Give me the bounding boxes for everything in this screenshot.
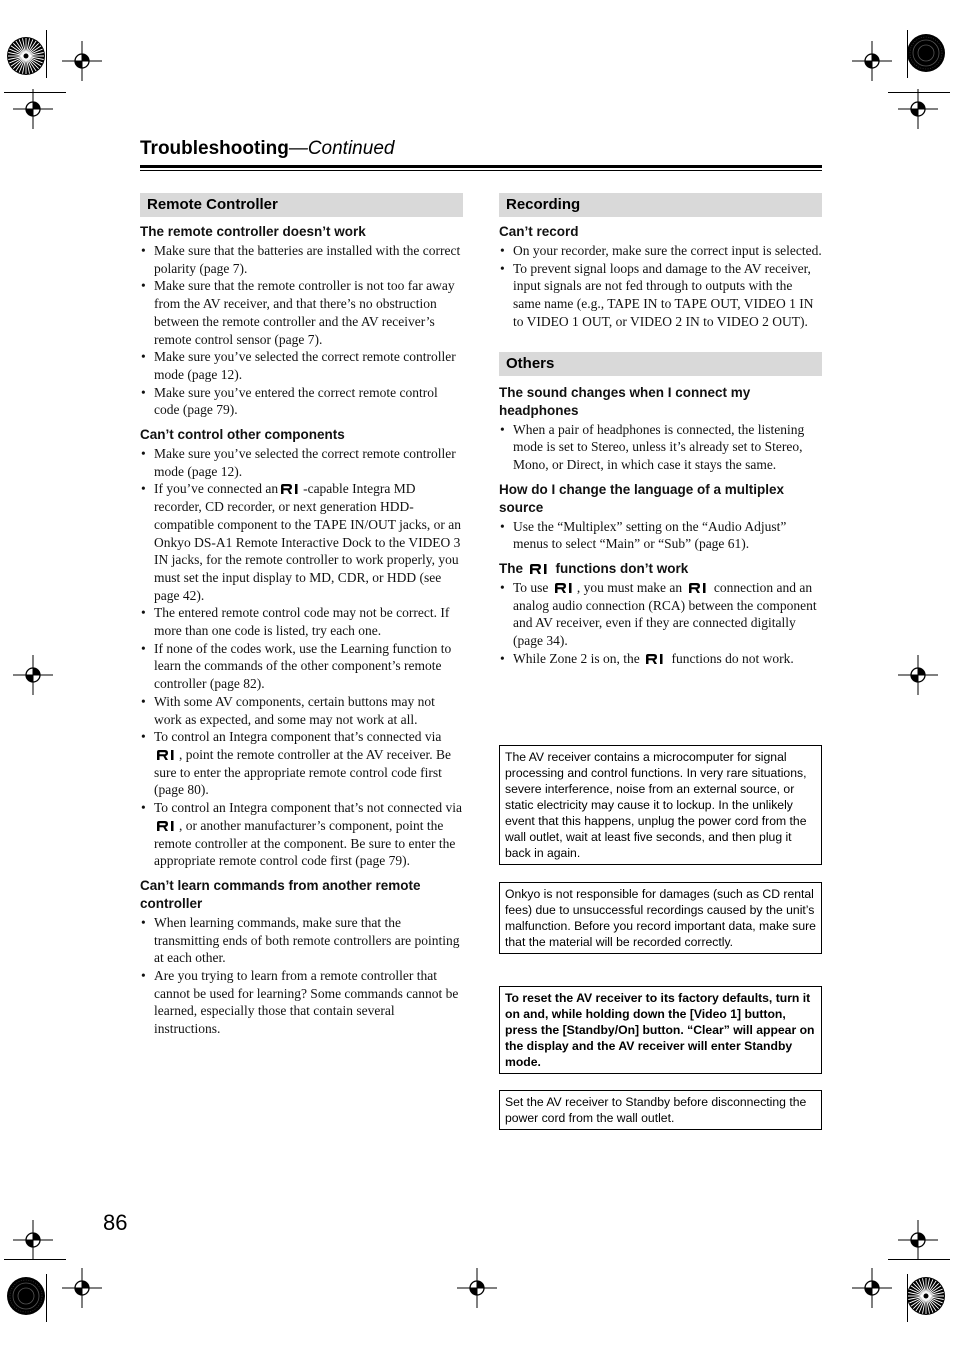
ri-logo-icon [645,653,666,664]
question-heading: How do I change the language of a multiplex source [499,481,785,515]
note-box-factory-reset: To reset the AV receiver to its factory defaults, turn it on and, while holding down the [Video 1] button, press the [Standby/On] button. “Clear” will appear on the display and the AV receiver will enter Standby mode. [499,986,822,1074]
text: connection and an analog audio connection (RCA) between the component and AV receiver, even if they are connected digitally (page 34). [513,580,817,649]
list-item: • Make sure you’ve entered the correct remote control code (page 79). [140,384,463,419]
registration-crosshair-icon [898,1220,938,1260]
list-item: • When a pair of headphones is connected, the listening mode is set to Stereo, unless it’s already set to Stereo, Mono, or Direct, in which case it stays the same. [499,421,822,474]
list-item: • Use the “Multiplex” setting on the “Audio Adjust” menus to select “Main” or “Sub” (page 61). [499,518,822,553]
list-item: • With some AV components, certain buttons may not work as expected, and some may not work at all. [140,693,463,728]
registration-crosshair-icon [852,1268,892,1308]
text: -capable Integra MD recorder, CD recorder, or next generation HDD-compatible component to the TAPE IN/OUT jacks, or an Onkyo DS-A1 Remote Interactive Dock to the VIDEO 3 IN jacks, for the remote controller to work properly, you must set the input display to MD, CDR, or HDD (see page 42). [154,481,461,603]
section-others: Others [499,352,822,376]
answer-list [140,445,463,870]
list-item: • On your recorder, make sure the correct input is selected. [499,242,822,260]
ri-logo-icon [156,749,177,760]
question-heading: The remote controller doesn’t work [140,224,366,239]
registration-crosshair-icon [13,655,53,695]
list-item: • If none of the codes work, use the Learning function to learn the commands of the other component’s remote controller (page 82). [140,640,463,693]
registration-crosshair-icon [62,41,102,81]
question-heading: Can’t control other components [140,427,345,443]
registration-starburst-icon [906,1276,946,1316]
question-heading: Can’t learn commands from another remote controller [140,877,421,911]
list-item [140,480,463,604]
registration-crosshair-icon [898,655,938,695]
question-heading: Can’t record [499,224,579,239]
registration-crosshair-icon [62,1268,102,1308]
list-item [499,650,822,668]
list-item [140,799,463,870]
registration-circle-icon [906,33,946,73]
text: While Zone 2 is on, the [513,650,640,666]
registration-crosshair-icon [13,1220,53,1260]
note-box-disclaimer: Onkyo is not responsible for damages (such as CD rental fees) due to unsuccessful recordings caused by the unit’s malfunction. Before you record important data, make sure that the material will be recorded correctly. [499,882,822,954]
title-continued: —Continued [288,138,395,159]
crop-mark [907,1274,908,1322]
header-rule [140,165,822,168]
list-item: • To prevent signal loops and damage to the AV receiver, input signals are not fed through to outputs with the same name (e.g., TAPE IN to TAPE OUT, VIDEO 1 IN to VIDEO 1 OUT, or VIDEO 2 IN to VIDEO 2 OUT). [499,260,822,331]
question-heading: The sound changes when I connect my headphones [499,384,751,418]
ri-logo-icon [156,820,177,831]
crop-mark [4,92,66,93]
note-box-microcomputer: The AV receiver contains a microcomputer for signal processing and control functions. In very rare situations, severe interference, noise from an external source, or static electricity may cause it to lockup. In the unlikely event that this happens, unplug the power cord from the wall outlet, wait at least five seconds, and then plug it back in again. [499,745,822,865]
registration-circle-icon [6,1276,46,1316]
answer-list [499,242,822,331]
ri-logo-icon [280,483,301,494]
question-heading [499,560,822,578]
list-item: • Make sure you’ve selected the correct remote controller mode (page 12). [140,348,463,383]
ri-logo-icon [529,563,550,574]
text: The [499,561,524,577]
text: To control an Integra component that’s not connected via [154,800,462,816]
list-item: • When learning commands, make sure that the transmitting ends of both remote controllers are pointing at each other. [140,914,463,967]
crop-mark [4,1259,66,1260]
registration-crosshair-icon [13,89,53,129]
registration-crosshair-icon [457,1268,497,1308]
answer-list [499,579,822,668]
crop-mark [46,30,47,78]
header-rule-thin [140,170,822,171]
registration-crosshair-icon [852,41,892,81]
list-item [499,579,822,650]
title-text: Troubleshooting [140,138,289,159]
left-column [140,193,463,1045]
text: , point the remote controller at the AV receiver. Be sure to enter the appropriate remote control code first (page 80). [154,746,452,798]
text: To control an Integra component that’s connected via [154,729,442,745]
list-item: • Make sure that the remote controller is not too far away from the AV receiver, and that there’s no obstruction between the remote controller and the AV receiver’s remote control sensor (page 7). [140,277,463,348]
ri-logo-icon [688,582,709,593]
list-item: • Make sure you’ve selected the correct remote controller mode (page 12). [140,445,463,480]
list-item: • Are you trying to learn from a remote controller that cannot be used for learning? Some commands cannot be learned, especially those that contain several instructions. [140,967,463,1038]
answer-list [140,242,463,419]
text: functions don’t work [555,561,689,577]
text: , you must make an [576,580,683,596]
registration-crosshair-icon [898,89,938,129]
crop-mark [907,30,908,78]
page-number: 86 [103,1210,128,1235]
answer-list [499,421,822,474]
section-remote-controller: Remote Controller [140,193,463,217]
answer-list [140,914,463,1038]
text: functions do not work. [671,650,794,666]
list-item: • Make sure that the batteries are installed with the correct polarity (page 7). [140,242,463,277]
note-box-standby: Set the AV receiver to Standby before disconnecting the power cord from the wall outlet. [499,1090,822,1130]
crop-mark [46,1274,47,1322]
answer-list [499,518,822,553]
list-item: • The entered remote control code may not be correct. If more than one code is listed, try each one. [140,604,463,639]
ri-logo-icon [554,582,575,593]
text: If you’ve connected an [154,481,279,497]
right-column [499,193,822,675]
crop-mark [888,1259,950,1260]
registration-starburst-icon [6,36,46,76]
section-recording: Recording [499,193,822,217]
text: , or another manufacturer’s component, point the remote controller at the component. Be sure to enter the appropriate remote control code first (page 79). [154,817,456,869]
page-title [140,138,822,160]
crop-mark [888,92,950,93]
text: To use [513,580,549,596]
list-item [140,728,463,799]
